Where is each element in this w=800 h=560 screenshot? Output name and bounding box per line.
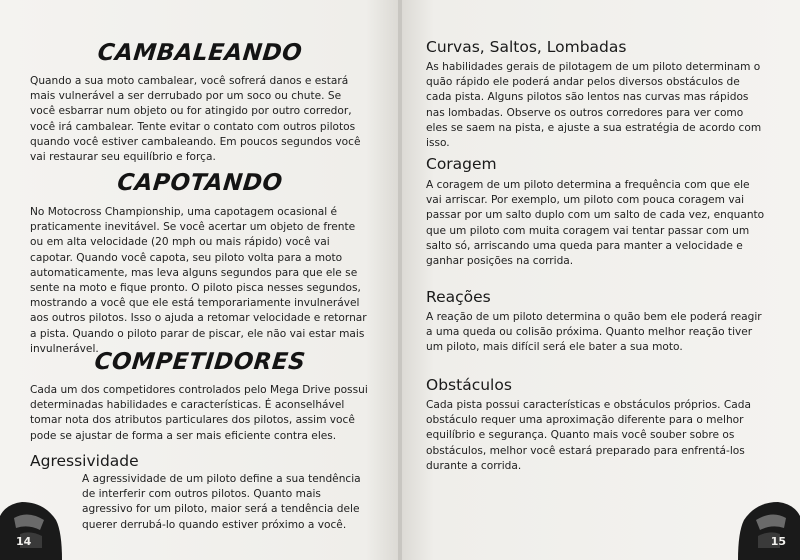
cambaleando-heading: CAMBALEANDO — [96, 40, 304, 66]
competidores-heading: COMPETIDORES — [93, 349, 307, 375]
right-page — [402, 0, 800, 560]
capotando-text: No Motocross Championship, uma capotagem ocasional é praticamente inevitável. Se você acertar um objeto de frente ou em alta velocidade (20 mph ou mais rápido) você vai capotar. Quando você capota, seu piloto volta para a moto automaticamente, mas leva alguns segundos para que ele se sente na moto e fique pronto. O piloto pisca nesses segundos, mostrando a você que ele está temporariamente invulnerável aos outros pilotos. Isso o ajuda a retomar velocidade e retornar a pista. Quando o piloto parar de piscar, ele não vai estar mais invulnerável. — [30, 206, 367, 355]
page-number-left: 14 — [16, 535, 32, 548]
obstaculos-text: Cada pista possui características e obstáculos próprios. Cada obstáculo requer uma aproximação diferente para o melhor equilíbrio e segurança. Quanto mais você souber sobre os obstáculos, melhor você estará preparado para enfrentá-los durante a corrida. — [426, 399, 752, 472]
curvas-text: As habilidades gerais de pilotagem de um piloto determinam o quão rápido ele poderá andar pelos diversos obstáculos de cada pista. Alguns pilotos são lentos nas curvas mas rápidos nas lombadas. Observe os outros corredores para ver como eles se saem na pista, e ajuste a sua estratégia de acordo com isso. — [426, 61, 762, 150]
coragem-heading: Coragem — [426, 155, 497, 173]
competidores-text: Cada um dos competidores controlados pelo Mega Drive possui determinadas habilidades e características. É aconselhável tomar nota dos atributos particulares dos pilotos, assim você pode se ajustar de forma a ser mais eficiente contra eles. — [30, 384, 368, 442]
curvas-heading: Curvas, Saltos, Lombadas — [426, 38, 627, 56]
page-number-right: 15 — [770, 535, 786, 548]
agressividade-text: A agressividade de um piloto define a sua tendência de interferir com outros pilotos. Quanto mais agressivo for um piloto, maior será a tendência dele querer derrubá-lo quando estiver próximo a você. — [82, 473, 361, 531]
agressividade-heading: Agressividade — [30, 452, 139, 470]
coragem-text: A coragem de um piloto determina a frequência com que ele vai arriscar. Por exemplo, um piloto com pouca coragem vai passar por um salto duplo com um salto de cada vez, enquanto que um piloto com muita coragem vai tentar passar com um salto só, arriscando uma queda para manter a velocidade e ganhar posições na corrida. — [426, 179, 765, 268]
obstaculos-heading: Obstáculos — [426, 376, 512, 394]
capotando-heading: CAPOTANDO — [116, 170, 284, 196]
cambaleando-text: Quando a sua moto cambalear, você sofrerá danos e estará mais vulnerável a ser derrubado por um soco ou chute. Se você esbarrar num objeto ou for atingido por outro corredor, você irá cambalear. Tente evitar o contato com outros pilotos quando você estiver cambaleando. Em poucos segundos você vai restaurar seu equilíbrio e força. — [30, 75, 361, 164]
helmet-icon — [0, 498, 62, 560]
reacoes-heading: Reações — [426, 288, 491, 306]
helmet-icon — [738, 498, 800, 560]
left-page — [0, 0, 398, 560]
reacoes-text: A reação de um piloto determina o quão bem ele poderá reagir a uma queda ou colisão próxima. Quanto melhor reação tiver um piloto, mais difícil será ele bater a sua moto. — [426, 311, 762, 354]
